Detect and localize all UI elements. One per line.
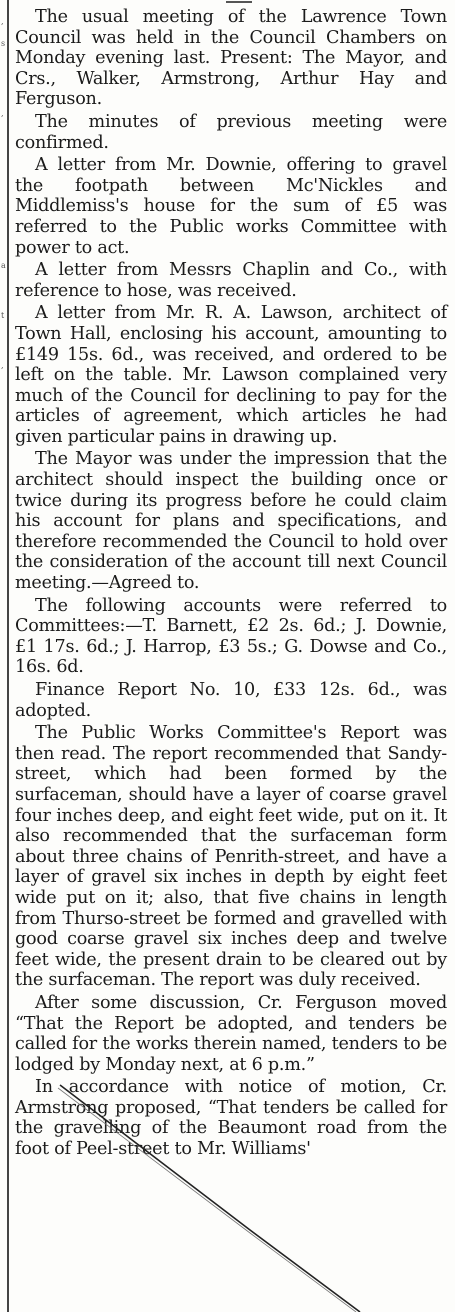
margin-fragments: , s , a t , [1,17,6,370]
paragraph-armstrong-motion: In accordance with notice of motion, Cr. Armstrong proposed, “That tenders be called for the gravelling of the Beaumont road from the foot of Peel-street to Mr. Williams' [15,1077,447,1160]
paragraph-accounts: The following accounts were referred to Committees:—T. Barnett, £2 2s. 6d.; J. Downie, £1 17s. 6d.; J. Harrop, £3 5s.; G. Dowse and Co., 16s. 6d. [15,595,447,678]
paragraph-downie-letter: A letter from Mr. Downie, offering to gravel the footpath between Mc'Nickles and Middlemiss's house for the sum of £5 was referred to the Public works Committee with power to act. [15,155,447,258]
paragraph-minutes: The minutes of previous meeting were confirmed. [15,111,447,153]
paragraph-meeting: The usual meeting of the Lawrence Town Council was held in the Council Chambers on Monday evening last. Present: The Mayor, and Crs., Walker, Armstrong, Arthur Hay and Ferguson. [15,7,447,110]
paragraph-public-works-report: The Public Works Committee's Report was then read. The report recommended that Sandy-street, which had been formed by the surfaceman, should have a layer of coarse gravel four inches deep, and eight feet wide, put on it. It also recommended that the surfaceman form about three chains of Penrith-street, and have a layer of gravel six inches in depth by eight feet wide put on it; also, that five chains in length from Thurso-street be formed and gravelled with good coarse gravel six inches deep and twelve feet wide, the present drain to be cleared out by the surfaceman. The report was duly received. [15,723,447,991]
paragraph-finance-report: Finance Report No. 10, £33 12s. 6d., was adopted. [15,680,447,721]
paragraph-chaplin-letter: A letter from Messrs Chaplin and Co., with reference to hose, was received. [15,260,447,301]
paragraph-mayor-opinion: The Mayor was under the impression that the architect should inspect the building once or twice during its progress before he could claim his account for plans and specifications, and therefore recommended the Council to hold over the consideration of the account till next Council meeting.—Agreed to. [15,449,447,594]
paragraph-ferguson-motion: After some discussion, Cr. Ferguson moved “That the Report be adopted, and tenders be called for the works therein named, tenders to be lodged by Monday next, at 6 p.m.” [15,992,447,1075]
paragraph-lawson-letter: A letter from Mr. R. A. Lawson, architect of Town Hall, enclosing his account, amounting to £149 15s. 6d., was received, and ordered to be left on the table. Mr. Lawson complained very much of the Council for declining to pay for the articles of agreement, which articles he had given particular pains in drawing up. [15,303,447,447]
